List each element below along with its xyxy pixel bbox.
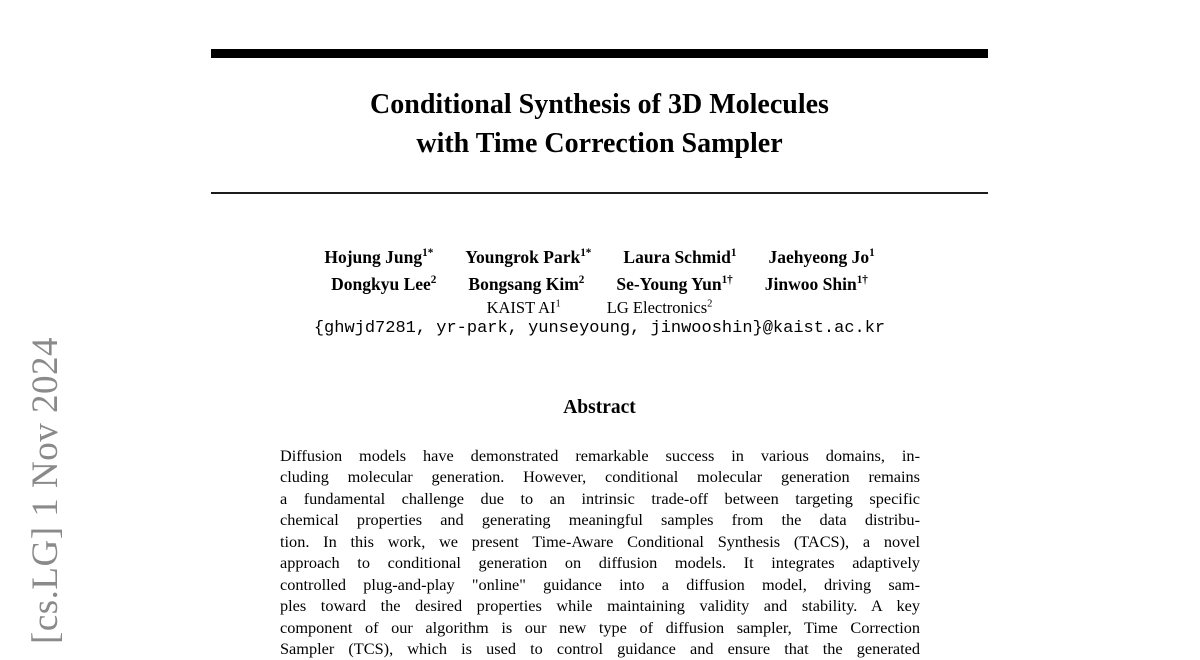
title-rule [211,192,988,194]
affiliation-line [211,298,988,318]
author-name-text: Se-Young Yun [616,274,722,294]
author-affiliation-marker: 1† [856,274,868,287]
author-name [468,273,584,295]
author-name [616,273,732,295]
author-affiliation-marker: 1* [422,247,434,260]
abstract-line: cluding molecular generation. However, conditional molecular generation remains [280,467,920,487]
author-affiliation-marker: 1 [869,247,875,260]
author-name [465,246,591,268]
abstract-line: tion. In this work, we present Time-Aware Conditional Synthesis (TACS), a novel [280,531,920,551]
author-name-text: Jaehyeong Jo [768,247,870,267]
author-name [768,246,874,268]
affiliation-marker: 2 [707,298,713,310]
author-affiliation-marker: 1 [730,247,737,260]
affiliation [487,298,561,318]
abstract-text [280,445,920,660]
author-row-2 [211,273,988,295]
author-name [324,246,433,268]
author-affiliation-marker: 1* [580,247,592,260]
author-affiliation-marker: 2 [578,274,585,287]
affiliation-name: KAIST AI [486,298,556,317]
paper-title-line1: Conditional Synthesis of 3D Molecules [370,89,829,120]
abstract-line: approach to conditional generation on diffusion models. It integrates adaptively [280,553,920,573]
author-name-text: Bongsang Kim [468,274,579,294]
author-name-text: Laura Schmid [623,247,731,267]
affiliation-name: LG Electronics [606,298,708,317]
author-name [331,273,436,295]
abstract-line: ples toward the desired properties while maintaining validity and stability. A key [280,596,920,616]
abstract-line: controlled plug-and-play "online" guidance into a diffusion model, driving sam- [280,574,920,594]
abstract-line: Diffusion models have demonstrated remarkable success in various domains, in- [280,446,920,465]
top-rule [211,49,988,58]
abstract-heading: Abstract [563,397,636,418]
abstract-line: a fundamental challenge due to an intrinsic trade-off between targeting specific [280,488,920,508]
author-name-text: Hojung Jung [324,247,423,267]
abstract-line: component of our algorithm is our new type of diffusion sampler, Time Correction [280,617,920,637]
abstract-line: chemical properties and generating meaningful samples from the data distribu- [280,510,920,530]
affiliation-marker: 1 [555,298,561,310]
author-name [765,273,868,295]
author-name-text: Jinwoo Shin [764,274,857,294]
paper-title-line2: with Time Correction Sampler [416,128,783,159]
abstract-line: Sampler (TCS), which is used to control guidance and ensure that the generated [280,639,920,659]
author-affiliation-marker: 1† [721,274,733,287]
paper-title [211,85,988,163]
author-affiliation-marker: 2 [430,274,437,287]
author-name-text: Dongkyu Lee [331,274,431,294]
author-name [623,246,736,268]
arxiv-category-stamp: [cs.LG] 1 Nov 2024 [25,336,66,644]
contact-email: {ghwjd7281, yr-park, yunseyoung, jinwooshin}@kaist.ac.kr [313,319,886,338]
author-row-1 [211,246,988,268]
affiliation [607,298,713,318]
author-name-text: Youngrok Park [465,247,581,267]
